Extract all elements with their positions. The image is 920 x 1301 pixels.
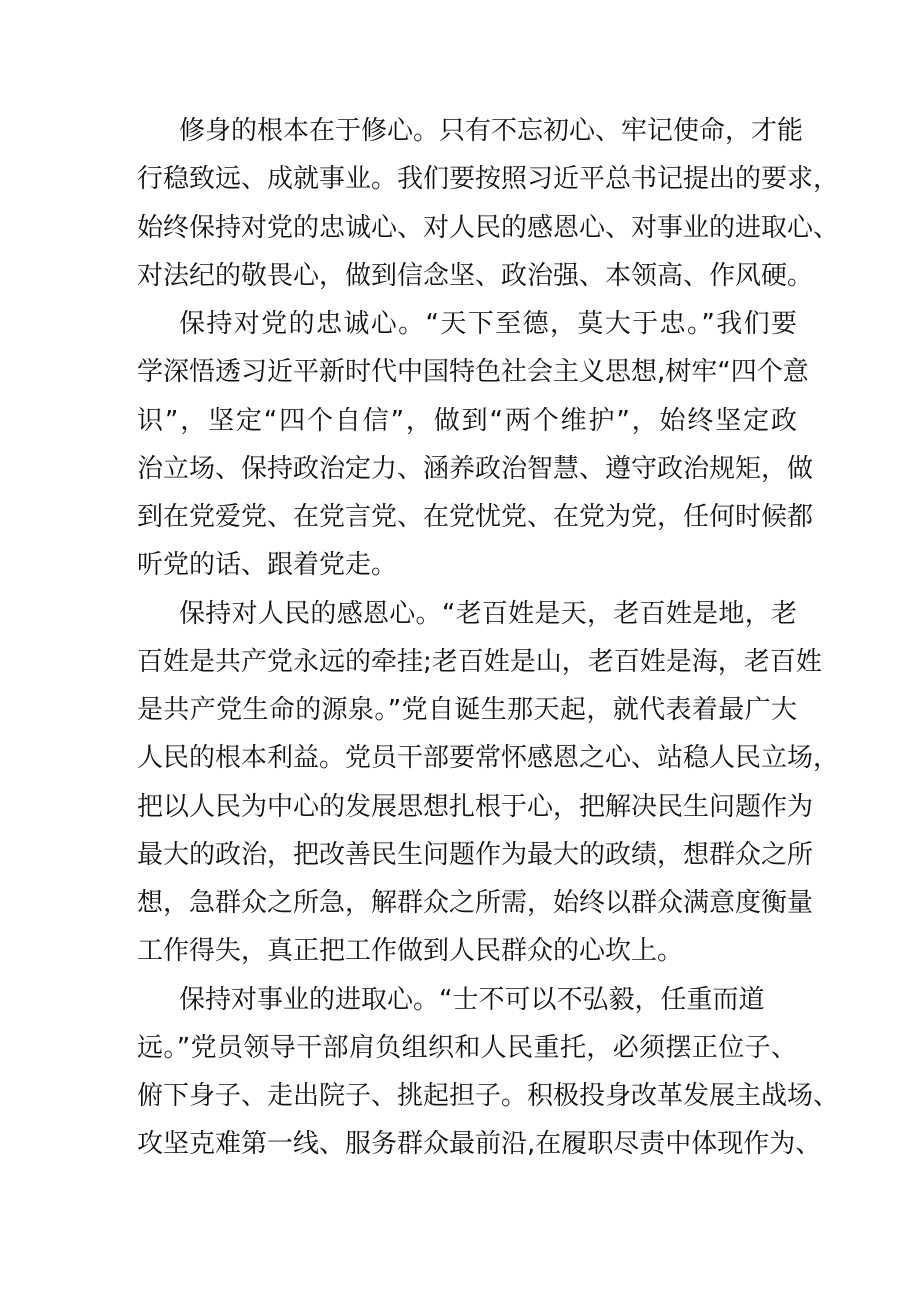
paragraph-2-line-4: 治立场、保持政治定力、涵养政治智慧、遵守政治规矩，做 [137, 453, 814, 484]
paragraph-3-line-7: 想，急群众之所急，解群众之所需，始终以群众满意度衡量 [137, 888, 814, 918]
paragraph-2-line-3: 识”，坚定“四个自信”，做到“两个维护”，始终坚定政 [137, 405, 797, 436]
paragraph-3-line-8: 工作得失，真正把工作做到人民群众的心坎上。 [137, 936, 684, 967]
paragraph-1-line-1: 修身的根本在于修心。只有不忘初心、牢记使命，才能 [179, 116, 804, 146]
paragraph-1-line-4: 对法纪的敬畏心，做到信念坚、政治强、本领高、作风硬。 [137, 260, 814, 291]
paragraph-4-line-1: 保持对事业的进取心。“士不可以不弘毅，任重而道 [179, 984, 765, 1015]
body-text [137, 107, 840, 1169]
paragraph-3-line-4: 人民的根本利益。党员干部要常怀感恩之心、站稳人民立场， [137, 743, 840, 774]
paragraph-2-line-6: 听党的话、跟着党走。 [137, 550, 398, 581]
paragraph-3-line-5: 把以人民为中心的发展思想扎根于心，把解决民生问题作为 [137, 791, 814, 822]
paragraph-2-line-5: 到在党爱党、在党言党、在党忧党、在党为党，任何时候都 [137, 502, 814, 532]
paragraph-3-line-1: 保持对人民的感恩心。“老百姓是天，老百姓是地，老 [179, 598, 797, 629]
paragraph-1-line-2: 行稳致远、成就事业。我们要按照习近平总书记提出的要求， [137, 164, 840, 195]
paragraph-3-line-3: 是共产党生命的源泉。”党自诞生那天起，就代表着最广大 [137, 695, 797, 725]
paragraph-3-line-6: 最大的政治，把改善民生问题作为最大的政绩，想群众之所 [137, 839, 814, 870]
paragraph-4-line-3: 俯下身子、走出院子、挑起担子。积极投身改革发展主战场、 [137, 1081, 840, 1111]
paragraph-4-line-2: 远。”党员领导干部肩负组织和人民重托，必须摆正位子、 [137, 1032, 797, 1063]
paragraph-2-line-1: 保持对党的忠诚心。“天下至德，莫大于忠。”我们要 [179, 309, 797, 339]
paragraph-3-line-2: 百姓是共产党永远的牵挂;老百姓是山，老百姓是海，老百姓 [137, 646, 822, 677]
paragraph-1-line-3: 始终保持对党的忠诚心、对人民的感恩心、对事业的进取心、 [137, 212, 840, 243]
paragraph-2-line-2: 学深悟透习近平新时代中国特色社会主义思想,树牢“四个意 [137, 357, 809, 388]
paragraph-4-line-4: 攻坚克难第一线、服务群众最前沿,在履职尽责中体现作为、 [137, 1129, 822, 1160]
